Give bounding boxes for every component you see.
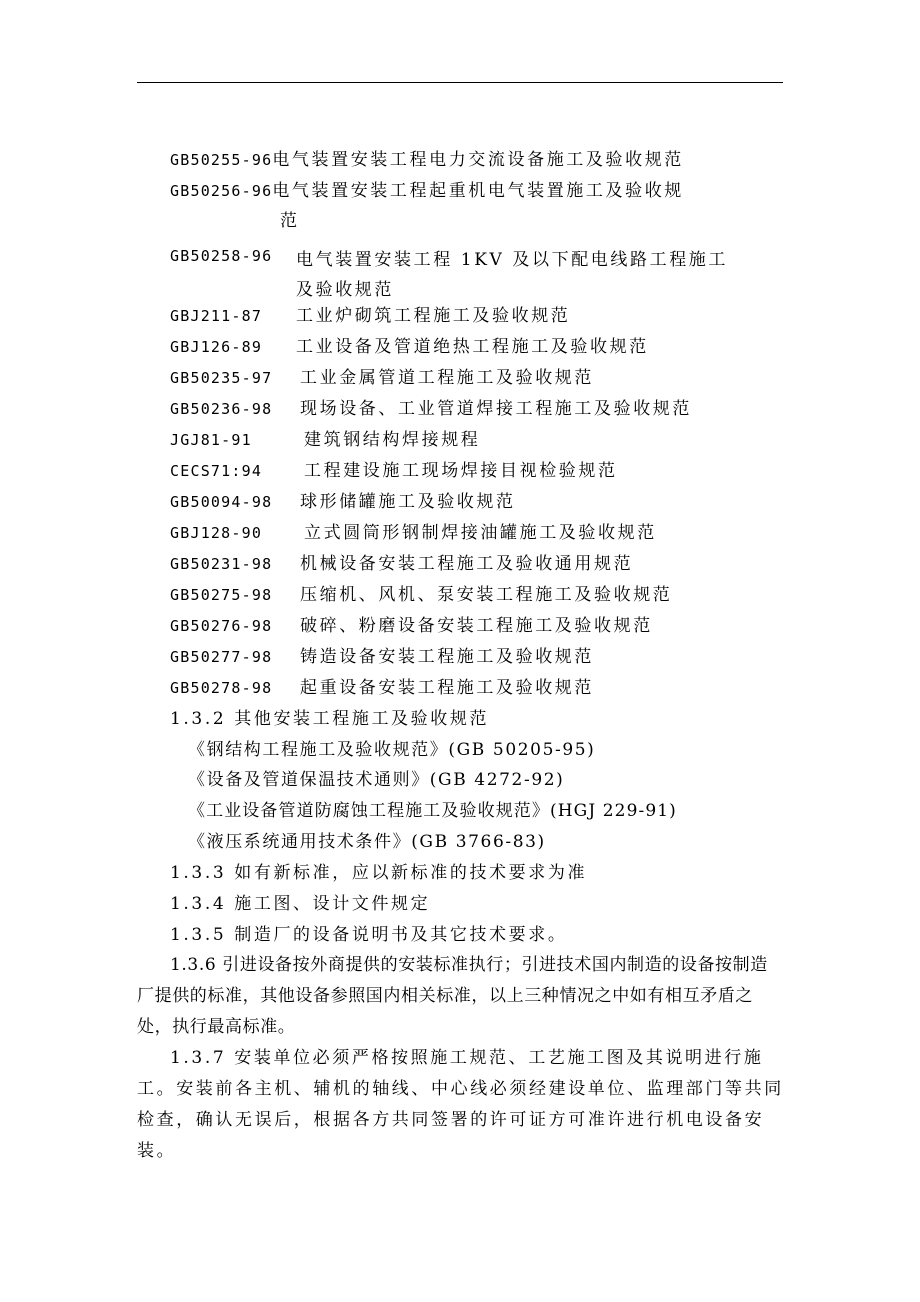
- section-1-3-3: 1.3.3 如有新标准，应以新标准的技术要求为准: [170, 863, 588, 883]
- standard-code: GBJ211-87: [170, 307, 263, 325]
- standard-code: CECS71:94: [170, 462, 263, 480]
- standard-code: GB50276-98: [170, 617, 273, 635]
- standard-title: 电气装置安装工程电力交流设备施工及验收规范: [272, 150, 684, 170]
- standard-title: 电气装置安装工程起重机电气装置施工及验收规: [272, 181, 684, 201]
- standard-row: [170, 368, 594, 388]
- section-1-3-5: 1.3.5 制造厂的设备说明书及其它技术要求。: [170, 925, 568, 945]
- standard-code: GBJ126-89: [170, 338, 263, 356]
- standard-code: GB50278-98: [170, 679, 273, 697]
- standard-code: GB50094-98: [170, 493, 273, 511]
- standard-row: [170, 554, 633, 574]
- standard-title: 现场设备、工业管道焊接工程施工及验收规范: [300, 399, 692, 419]
- standard-title: 破碎、粉磨设备安装工程施工及验收规范: [300, 616, 653, 636]
- standard-title: 起重设备安装工程施工及验收规范: [300, 678, 594, 698]
- standard-row: [170, 523, 657, 543]
- standard-row: [170, 306, 570, 326]
- standard-title: 工业设备及管道绝热工程施工及验收规范: [296, 337, 649, 357]
- standard-code: GB50275-98: [170, 586, 273, 604]
- standard-row: [170, 150, 684, 170]
- header-rule: [137, 82, 783, 83]
- standard-title: 建筑钢结构焊接规程: [304, 430, 481, 450]
- standard-title: 球形储罐施工及验收规范: [300, 492, 516, 512]
- standard-title: 机械设备安装工程施工及验收通用规范: [300, 554, 634, 574]
- standard-title: 立式圆筒形钢制焊接油罐施工及验收规范: [304, 523, 657, 543]
- standard-title-continuation: 范: [280, 211, 300, 231]
- standard-code: GB50235-97: [170, 369, 273, 387]
- standard-code: JGJ81-91: [170, 431, 252, 449]
- section-1-3-2: 1.3.2 其他安装工程施工及验收规范: [170, 709, 490, 729]
- reference-book: 《液压系统通用技术条件》(GB 3766-83): [188, 832, 546, 852]
- standard-row: [170, 430, 480, 450]
- standard-title: 铸造设备安装工程施工及验收规范: [300, 647, 594, 667]
- standard-title-continuation: 及验收规范: [296, 280, 394, 300]
- reference-book: 《设备及管道保温技术通则》(GB 4272-92): [188, 770, 565, 790]
- reference-book: 《钢结构工程施工及验收规范》(GB 50205-95): [188, 740, 596, 760]
- standard-code: GB50255-96: [170, 151, 273, 169]
- standard-code: GB50258-96: [170, 247, 273, 265]
- standard-row: [170, 399, 692, 419]
- standard-row: [170, 585, 672, 605]
- standard-title: 工业金属管道工程施工及验收规范: [300, 368, 594, 388]
- standard-title: 电气装置安装工程 1KV 及以下配电线路工程施工: [296, 250, 728, 270]
- reference-book: 《工业设备管道防腐蚀工程施工及验收规范》(HGJ 229-91): [188, 801, 677, 821]
- standard-code: GB50277-98: [170, 648, 273, 666]
- standard-code: GB50231-98: [170, 555, 273, 573]
- standard-row: [170, 461, 618, 481]
- standard-title: 工业炉砌筑工程施工及验收规范: [296, 306, 571, 326]
- section-1-3-4: 1.3.4 施工图、设计文件规定: [170, 894, 431, 914]
- standard-title: 工程建设施工现场焊接目视检验规范: [304, 461, 618, 481]
- standard-code: GB50236-98: [170, 400, 273, 418]
- standard-row: [170, 678, 594, 698]
- standard-row: [170, 616, 653, 636]
- standard-row: [170, 492, 516, 512]
- section-1-3-6: 1.3.6 引进设备按外商提供的安装标准执行；引进技术国内制造的设备按制造厂提供的标准，其他设备参照国内相关标准，以上三种情况之中如有相互矛盾之处，执行最高标准。: [137, 955, 768, 1037]
- standard-row: [170, 337, 649, 357]
- standard-code: GB50256-96: [170, 182, 273, 200]
- section-1-3-7: 1.3.7 安装单位必须严格按照施工规范、工艺施工图及其说明进行施工。安装前各主机、辅机的轴线、中心线必须经建设单位、监理部门等共同检查，确认无误后，根据各方共同签署的许可证方可准许进行机电设备安装。: [137, 1048, 784, 1161]
- standard-code: GBJ128-90: [170, 524, 263, 542]
- standard-row: [170, 181, 684, 201]
- standard-row: [170, 647, 594, 667]
- standard-title: 压缩机、风机、泵安装工程施工及验收规范: [300, 585, 673, 605]
